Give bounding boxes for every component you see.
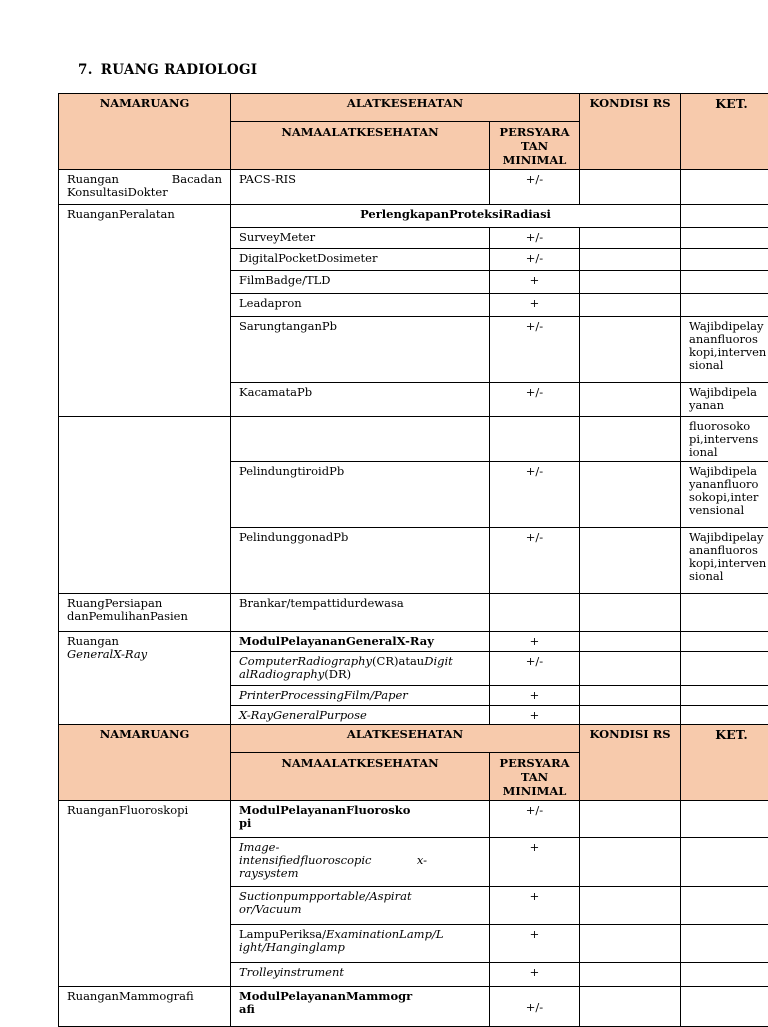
table-row (59, 205, 768, 228)
requirement-cell (490, 417, 580, 462)
ket-cell (681, 228, 768, 249)
ket-cell (681, 706, 768, 725)
table-row (59, 594, 768, 632)
header-persyaratan: PERSYARA TAN MINIMAL (490, 753, 580, 801)
kondisi-cell (580, 317, 681, 383)
ket-cell (681, 632, 768, 652)
header-nama-alat: NAMAALATKESEHATAN (231, 753, 490, 801)
equipment-cell: FilmBadge/TLD (231, 271, 490, 294)
ket-cell: Wajibdipelay ananfluoros kopi,interven sional (681, 528, 768, 594)
header-nama-alat: NAMAALATKESEHATAN (231, 122, 490, 170)
kondisi-cell (580, 963, 681, 987)
room-cell: Ruangan Bacadan KonsultasiDokter (59, 170, 231, 205)
kondisi-cell (580, 987, 681, 1027)
ket-cell: fluorosoko pi,intervens ional (681, 417, 768, 462)
requirement-cell (490, 594, 580, 632)
ket-cell: Wajibdipelay ananfluoros kopi,interven sional (681, 317, 768, 383)
equipment-cell: ModulPelayananGeneralX-Ray (231, 632, 490, 652)
equipment-cell: Trolleyinstrument (231, 963, 490, 987)
kondisi-cell (580, 801, 681, 838)
equipment-cell (231, 417, 490, 462)
kondisi-cell (580, 417, 681, 462)
requirement-cell: +/- (490, 528, 580, 594)
kondisi-cell (580, 925, 681, 963)
requirement-cell: + (490, 686, 580, 706)
ket-cell (681, 205, 768, 228)
kondisi-cell (580, 271, 681, 294)
kondisi-cell (580, 594, 681, 632)
table-row (59, 987, 768, 1027)
requirement-cell: +/- (490, 801, 580, 838)
equipment-cell: Leadapron (231, 294, 490, 317)
room-cell (59, 417, 231, 594)
ket-cell (681, 963, 768, 987)
equipment-cell: ComputerRadiography(CR)atauDigit alRadiography(DR) (231, 652, 490, 686)
table-header-row (59, 94, 768, 122)
equipment-cell: SurveyMeter (231, 228, 490, 249)
ket-cell (681, 987, 768, 1027)
table-row (59, 417, 768, 462)
radiology-equipment-table (58, 93, 768, 1027)
ket-cell (681, 170, 768, 205)
requirement-cell: +/- (490, 652, 580, 686)
requirement-cell: +/- (490, 987, 580, 1027)
header-alat-kesehatan: ALATKESEHATAN (231, 94, 580, 122)
table-row (59, 801, 768, 838)
equipment-cell: LampuPeriksa/ExaminationLamp/L ight/Hanginglamp (231, 925, 490, 963)
kondisi-cell (580, 632, 681, 652)
requirement-cell: + (490, 925, 580, 963)
ket-cell (681, 801, 768, 838)
header-kondisi-rs: KONDISI RS (580, 725, 681, 801)
kondisi-cell (580, 652, 681, 686)
header-ket: KET. (681, 725, 768, 801)
ket-cell (681, 594, 768, 632)
header-nama-ruang: NAMARUANG (59, 725, 231, 801)
header-ket: KET. (681, 94, 768, 170)
kondisi-cell (580, 887, 681, 925)
ket-cell (681, 249, 768, 271)
requirement-cell: + (490, 294, 580, 317)
equipment-cell: PACS-RIS (231, 170, 490, 205)
equipment-cell: Image- intensifiedfluoroscopic x- raysystem (231, 838, 490, 887)
kondisi-cell (580, 528, 681, 594)
requirement-cell: +/- (490, 383, 580, 417)
equipment-cell: ModulPelayananMammogr afi (231, 987, 490, 1027)
kondisi-cell (580, 294, 681, 317)
table-row (59, 632, 768, 652)
ket-cell (681, 271, 768, 294)
requirement-cell: +/- (490, 462, 580, 528)
requirement-cell: + (490, 632, 580, 652)
ket-cell (681, 838, 768, 887)
room-cell: RuanganMammografi (59, 987, 231, 1027)
kondisi-cell (580, 249, 681, 271)
kondisi-cell (580, 383, 681, 417)
room-cell: RuangPersiapan danPemulihanPasien (59, 594, 231, 632)
equipment-cell: Brankar/tempattidurdewasa (231, 594, 490, 632)
equipment-cell: KacamataPb (231, 383, 490, 417)
header-kondisi-rs: KONDISI RS (580, 94, 681, 170)
ket-cell (681, 887, 768, 925)
ket-cell (681, 652, 768, 686)
room-cell: RuanganPeralatan (59, 205, 231, 417)
header-nama-ruang: NAMARUANG (59, 94, 231, 170)
section-title (78, 62, 257, 78)
section-title-text: RUANG RADIOLOGI (101, 62, 258, 78)
table-row (59, 170, 768, 205)
equipment-cell: PelindunggonadPb (231, 528, 490, 594)
equipment-cell: PrinterProcessingFilm/Paper (231, 686, 490, 706)
requirement-cell: + (490, 271, 580, 294)
kondisi-cell (580, 170, 681, 205)
ket-cell (681, 294, 768, 317)
requirement-cell: +/- (490, 228, 580, 249)
kondisi-cell (580, 838, 681, 887)
equipment-cell: Suctionpumpportable/Aspirat or/Vacuum (231, 887, 490, 925)
requirement-cell: +/- (490, 249, 580, 271)
room-cell: RuanganFluoroskopi (59, 801, 231, 987)
requirement-cell: + (490, 887, 580, 925)
equipment-cell: DigitalPocketDosimeter (231, 249, 490, 271)
equipment-cell: SarungtanganPb (231, 317, 490, 383)
kondisi-cell (580, 228, 681, 249)
room-cell: Ruangan GeneralX-Ray (59, 632, 231, 725)
requirement-cell: + (490, 838, 580, 887)
ket-cell: Wajibdipela yanan (681, 383, 768, 417)
equipment-cell: X-RayGeneralPurpose (231, 706, 490, 725)
header-persyaratan: PERSYARA TAN MINIMAL (490, 122, 580, 170)
requirement-cell: +/- (490, 170, 580, 205)
kondisi-cell (580, 706, 681, 725)
kondisi-cell (580, 686, 681, 706)
ket-cell (681, 686, 768, 706)
equipment-cell: PelindungtiroidPb (231, 462, 490, 528)
section-number: 7. (78, 62, 93, 78)
requirement-cell: + (490, 963, 580, 987)
equipment-group-cell: PerlengkapanProteksiRadiasi (231, 205, 681, 228)
equipment-cell: ModulPelayananFluorosko pi (231, 801, 490, 838)
ket-cell (681, 925, 768, 963)
ket-cell: Wajibdipela yananfluoro sokopi,inter vensional (681, 462, 768, 528)
requirement-cell: +/- (490, 317, 580, 383)
requirement-cell: + (490, 706, 580, 725)
kondisi-cell (580, 462, 681, 528)
table-header-row (59, 725, 768, 753)
header-alat-kesehatan: ALATKESEHATAN (231, 725, 580, 753)
